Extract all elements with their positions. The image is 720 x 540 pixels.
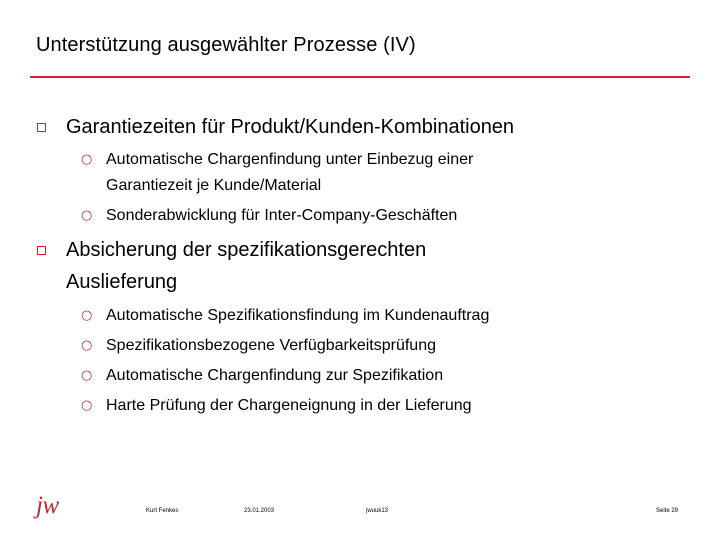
jw-logo: jw	[36, 492, 59, 519]
circle-bullet-icon: ○	[81, 152, 93, 167]
footer-page-number: Seite 29	[656, 508, 679, 514]
section-heading-absicherung: Absicherung der spezifikationsgerechten	[66, 239, 427, 261]
bullet-text-line: Automatische Chargenfindung unter Einbezug einer	[106, 151, 474, 168]
circle-bullet-icon: ○	[81, 398, 93, 413]
bullet-text-line: Garantiezeit je Kunde/Material	[106, 177, 322, 194]
circle-bullet-icon: ○	[81, 208, 93, 223]
footer-code: jwuuk13	[366, 508, 389, 514]
bullet-text-line: Automatische Chargenfindung zur Spezifikation	[106, 367, 444, 384]
circle-bullet-icon: ○	[81, 368, 93, 383]
circle-bullet-icon: ○	[81, 308, 93, 323]
bullet-text-line: Spezifikationsbezogene Verfügbarkeitsprüfung	[106, 337, 436, 354]
slide-title: Unterstützung ausgewählter Prozesse (IV)	[36, 34, 416, 56]
section-heading-garantiezeiten: Garantiezeiten für Produkt/Kunden-Kombinationen	[66, 116, 515, 138]
footer-author: Kurt Fenkes	[146, 508, 179, 514]
bullet-text-line: Sonderabwicklung für Inter-Company-Geschäften	[106, 207, 458, 224]
bullet-text-line: Automatische Spezifikationsfindung im Kundenauftrag	[106, 307, 490, 324]
footer-date: 23.01.2003	[244, 508, 275, 514]
section-heading-absicherung-cont: Auslieferung	[66, 271, 178, 293]
square-bullet-icon	[37, 246, 46, 255]
circle-bullet-icon: ○	[81, 338, 93, 353]
square-bullet-icon	[37, 123, 46, 132]
bullet-text-line: Harte Prüfung der Chargeneignung in der Lieferung	[106, 397, 472, 414]
